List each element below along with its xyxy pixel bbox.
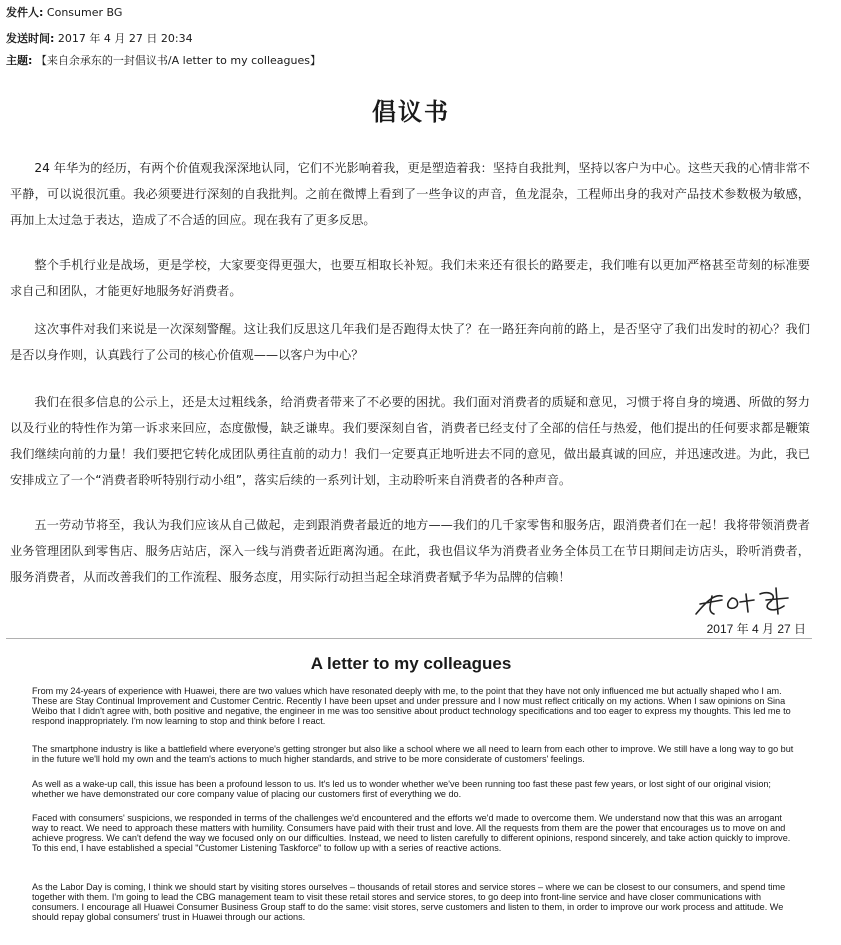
chinese-paragraph: 五一劳动节将至，我认为我们应该从自己做起，走到跟消费者最近的地方——我们的几千家零售和服务店，跟消费者们在一起！我将带领消费者业务管理团队到零售店、服务店站店，深入一线与消费者近距离沟通。在此，我也倡议华为消费者业务全体员工在节日期间走访店头，聆听消费者，服务消费者，从而改善我们的工作流程、服务态度，用实际行动担当起全球消费者赋予华为品牌的信赖！ — [10, 518, 810, 584]
subject-label: 主题: — [6, 54, 33, 67]
handwritten-signature — [692, 584, 802, 620]
subject-value: 【来自余承东的一封倡议书/A letter to my colleagues】 — [35, 54, 321, 67]
sent-value: 2017 年 4 月 27 日 20:34 — [57, 32, 193, 45]
chinese-paragraph: 整个手机行业是战场，更是学校，大家要变得更强大，也要互相取长补短。我们未来还有很长的路要走，我们唯有以更加严格甚至苛刻的标准要求自己和团队，才能更好地服务好消费者。 — [10, 258, 810, 298]
chinese-paragraph: 我们在很多信息的公示上，还是太过粗线条，给消费者带来了不必要的困扰。我们面对消费者的质疑和意见，习惯于将自身的境遇、所做的努力以及行业的特性作为第一诉求来回应，态度傲慢，缺乏谦卑。我们要深刻自省，消费者已经支付了全部的信任与热爱，他们提出的任何要求都是鞭策我们继续向前的力量！我们要把它转化成团队勇往直前的动力！我们一定要真正地听进去不同的意见，做出最真诚的回应，并迅速改进。为此，我已安排成立了一个“消费者聆听特别行动小组”，落实后续的一系列计划，主动聆听来自消费者的各种声音。 — [10, 395, 810, 487]
email-sent-line — [6, 32, 193, 46]
english-paragraph: The smartphone industry is like a battlefield where everyone's getting stronger but also like a school where we all need to learn from each other to improve. We still have a long way to go but in the future we'll hold my own and the team's actions to much higher standards, and strive to be more considerate of customers' feelings. — [32, 744, 794, 765]
from-label: 发件人: — [6, 6, 44, 19]
chinese-paragraph: 24 年华为的经历，有两个价值观我深深地认同，它们不光影响着我，更是塑造着我：坚持自我批判，坚持以客户为中心。这些天我的心情非常不平静，可以说很沉重。我必须要进行深刻的自我批判。之前在微博上看到了一些争议的声音，鱼龙混杂，工程师出身的我对产品技术参数极为敏感，再加上太过急于表达，造成了不合适的回应。现在我有了更多反思。 — [10, 161, 810, 227]
english-paragraph: As well as a wake-up call, this issue has been a profound lesson to us. It's led us to wonder whether we've been running too fast these past few years, or lost sight of our original vision; whether we have demonstrated our core company value of placing our customers first of everything we do. — [32, 779, 771, 800]
chinese-date: 2017 年 4 月 27 日 — [706, 622, 806, 636]
chinese-title: 倡议书 — [372, 98, 450, 126]
english-paragraph: From my 24-years of experience with Huawei, there are two values which have resonated deeply with me, to the point that they have not only influenced me but actually shaped who I am. These are Stay Continual Improvement and Customer Centric. Recently I have been upset and under pressure and I now must reflect critically on my actions. When I saw opinions on Sina Weibo that I didn't agree with, both positive and negative, the engineer in me was too sensitive about product technology specifications and too eager to express my thoughts. This led me to respond inappropriately. I'm now learning to stop and think before I react. — [32, 686, 791, 727]
english-paragraph: Faced with consumers' suspicions, we responded in terms of the challenges we'd encountered and the efforts we'd made to overcome them. We understand now that this was an arrogant way to react. We need to approach these matters with humility. Consumers have paid with their trust and love. All the requests from them are the power that encourages us to move on and achieve progress. We can't defend the way we focused only on our difficulties. Instead, we need to listen carefully to different opinions, respond sincerely, and take action quickly to improve. To this end, I have established a special "Customer Listening Taskforce" to follow up with a series of reactive actions. — [32, 813, 791, 854]
email-from-line — [6, 6, 122, 20]
english-paragraph: As the Labor Day is coming, I think we should start by visiting stores ourselves – thousands of retail stores and service stores – where we can be closest to our consumers, and spend time together with them. I'm going to lead the CBG management team to visit these retail stores and service stores, to go deep into front-line service and have closer communications with consumers. I encourage all Huawei Consumer Business Group staff to do the same: visit stores, serve customers and listen to them, in order to improve our work process and attitude. We should repay global consumers' trust in Huawei through our actions. — [32, 882, 786, 923]
from-value: Consumer BG — [46, 6, 123, 19]
chinese-paragraph: 这次事件对我们来说是一次深刻警醒。这让我们反思这几年我们是否跑得太快了？在一路狂奔向前的路上，是否坚守了我们出发时的初心？我们是否以身作则，认真践行了公司的核心价值观——以客户为中心？ — [10, 322, 810, 362]
section-divider — [6, 638, 812, 639]
english-title: A letter to my colleagues — [310, 654, 512, 673]
sent-label: 发送时间: — [6, 32, 55, 45]
email-subject-line — [6, 54, 321, 68]
